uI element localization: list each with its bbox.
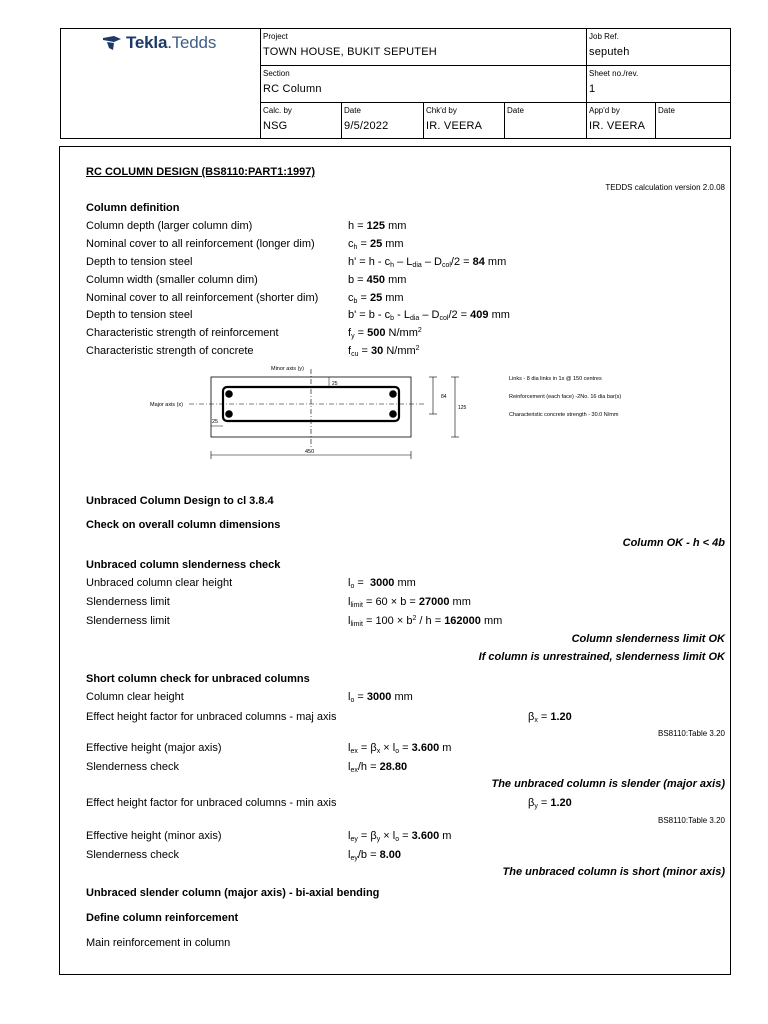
sheet-cell	[586, 66, 730, 102]
sheet-label: Sheet no./rev.	[589, 69, 639, 78]
slender-check2-label: Slenderness check	[86, 849, 179, 861]
def-row-value: $h' = h - c_h - L_{dia} - D_{col}/2 = 84$ mm	[348, 256, 507, 269]
def-row-value: $c_h = 25$ mm	[348, 238, 404, 251]
def-row-label: Nominal cover to all reinforcement (longer dim)	[86, 238, 315, 250]
jobref-label: Job Ref.	[589, 32, 619, 41]
slender-major-result: The unbraced column is slender (major axis)	[491, 778, 725, 790]
lex-label: Effective height (major axis)	[86, 742, 222, 754]
rebar-bottom-right	[389, 410, 397, 418]
diagram-note-links: Links - 8 dia links in 1s @ 150 centres	[509, 376, 602, 382]
tekla-logo-icon	[103, 36, 121, 50]
slender-limit-label: Slenderness limit	[86, 596, 170, 608]
calculation-sheet	[59, 146, 731, 975]
project-value: TOWN HOUSE, BUKIT SEPUTEH	[263, 46, 437, 58]
def-row-value: $b' = b - c_b - L_{dia} - D_{col}/2 = 409$ mm	[348, 309, 510, 322]
lex-value: $l_{ex} = \beta_x \times l_o = 3.600$ m	[348, 742, 452, 755]
main-reinforcement-label: Main reinforcement in column	[86, 937, 231, 949]
calcby-cell	[260, 103, 341, 139]
dim-84: 84	[441, 394, 447, 400]
project-cell	[260, 29, 586, 65]
jobref-cell	[586, 29, 730, 65]
project-label: Project	[263, 32, 288, 41]
beta-x-value: $\beta_x = 1.20$	[528, 711, 572, 724]
clear-height2-value: $l_o = 3000$ mm	[348, 691, 413, 704]
date2-cell	[504, 103, 586, 139]
def-row-value: $f_y = 500$ $N/mm^2$	[348, 327, 422, 340]
beta-y-label: Effect height factor for unbraced columns - min axis	[86, 797, 337, 809]
calcby-value: NSG	[263, 120, 288, 132]
column-definition-heading: Column definition	[86, 202, 180, 214]
check-overall-heading: Check on overall column dimensions	[86, 519, 281, 531]
slender-check1-value: $l_{ex}/h = 28.80$	[348, 761, 408, 774]
short-column-heading: Short column check for unbraced columns	[86, 673, 310, 685]
date1-value: 9/5/2022	[344, 120, 389, 132]
short-minor-result: The unbraced column is short (minor axis)	[502, 866, 725, 878]
chkby-cell	[423, 103, 504, 139]
def-row-label: Depth to tension steel	[86, 309, 193, 321]
jobref-value: seputeh	[589, 46, 630, 58]
slenderness-heading: Unbraced column slenderness check	[86, 559, 281, 571]
dim-125: 125	[458, 405, 467, 411]
slender-ok-result-2: If column is unrestrained, slenderness limit OK	[478, 651, 725, 663]
chkby-value: IR. VEERA	[426, 120, 483, 132]
define-reinforcement-heading: Define column reinforcement	[86, 912, 239, 924]
date1-label: Date	[344, 106, 361, 115]
clear-height-value: $l_o = 3000$ mm	[348, 577, 416, 590]
def-row-label: Characteristic strength of reinforcement	[86, 327, 279, 339]
slender-limit-value: $l_{limit} = 100 \times b^2 / h = 162000$ mm	[348, 615, 503, 628]
ley-label: Effective height (minor axis)	[86, 830, 222, 842]
rebar-top-right	[389, 390, 397, 398]
slender-limit-value: $l_{limit} = 60 \times b = 27000$ mm	[348, 596, 471, 609]
clear-height-label: Unbraced column clear height	[86, 577, 233, 589]
slender-ok-result: Column slenderness limit OK	[571, 633, 725, 645]
major-axis-label: Major axis (x)	[150, 402, 184, 408]
dim-width: 450	[305, 449, 315, 455]
def-row-value: $f_{cu} = 30$ $N/mm^2$	[348, 345, 420, 358]
date2-label: Date	[507, 106, 524, 115]
tekla-tedds-logo	[103, 33, 216, 53]
biaxial-heading: Unbraced slender column (major axis) - bi-axial bending	[86, 887, 380, 899]
date1-cell	[341, 103, 423, 139]
def-row-label: Characteristic strength of concrete	[86, 345, 254, 357]
table-reference: BS8110:Table 3.20	[657, 729, 725, 738]
ley-value: $l_{ey} = \beta_y \times l_o = 3.600$ m	[348, 830, 452, 843]
beta-y-value: $\beta_y = 1.20$	[528, 797, 572, 810]
rebar-top-left	[225, 390, 233, 398]
clear-height2-label: Column clear height	[86, 691, 184, 703]
appby-label: App'd by	[589, 106, 620, 115]
section-label: Section	[263, 69, 290, 78]
chkby-label: Chk'd by	[426, 106, 457, 115]
calc-title: RC COLUMN DESIGN (BS8110:PART1:1997)	[86, 166, 316, 178]
appby-cell	[586, 103, 655, 139]
section-value: RC Column	[263, 83, 322, 95]
table-reference: BS8110:Table 3.20	[657, 816, 725, 825]
section-cell	[260, 66, 586, 102]
calcby-label: Calc. by	[263, 106, 292, 115]
rebar-bottom-left	[225, 410, 233, 418]
logo-text: Tekla.Tedds	[126, 33, 217, 52]
dim-cover-left: 25	[212, 419, 219, 425]
slender-check2-value: $l_{ey}/b = 8.00$	[348, 849, 401, 862]
appby-value: IR. VEERA	[589, 120, 646, 132]
column-section-diagram	[145, 365, 705, 465]
def-row-label: Column width (smaller column dim)	[86, 274, 258, 286]
slender-limit-label: Slenderness limit	[86, 615, 170, 627]
def-row-value: $c_b = 25$ mm	[348, 292, 404, 305]
tedds-version: TEDDS calculation version 2.0.08	[605, 183, 725, 192]
diagram-note-reinf: Reinforcement (each face) -2No. 16 dia bar(s)	[509, 394, 622, 400]
minor-axis-label: Minor axis (y)	[271, 366, 305, 372]
date3-cell	[655, 103, 730, 139]
def-row-label: Column depth (larger column dim)	[86, 220, 253, 232]
def-row-value: b = 450 mm	[348, 274, 407, 286]
slender-check1-label: Slenderness check	[86, 761, 179, 773]
sheet-value: 1	[589, 83, 596, 95]
dim-cover-top: 25	[332, 381, 338, 387]
def-row-label: Nominal cover to all reinforcement (shorter dim)	[86, 292, 319, 304]
def-row-value: h = 125 mm	[348, 220, 407, 232]
check-overall-result: Column OK - h < 4b	[622, 537, 725, 549]
date3-label: Date	[658, 106, 675, 115]
beta-x-label: Effect height factor for unbraced columns - maj axis	[86, 711, 337, 723]
diagram-note-concrete: Characteristic concrete strength - 30.0 N/mm	[509, 412, 619, 418]
header-block	[60, 28, 731, 139]
def-row-label: Depth to tension steel	[86, 256, 193, 268]
unbraced-design-heading: Unbraced Column Design to cl 3.8.4	[86, 495, 274, 507]
